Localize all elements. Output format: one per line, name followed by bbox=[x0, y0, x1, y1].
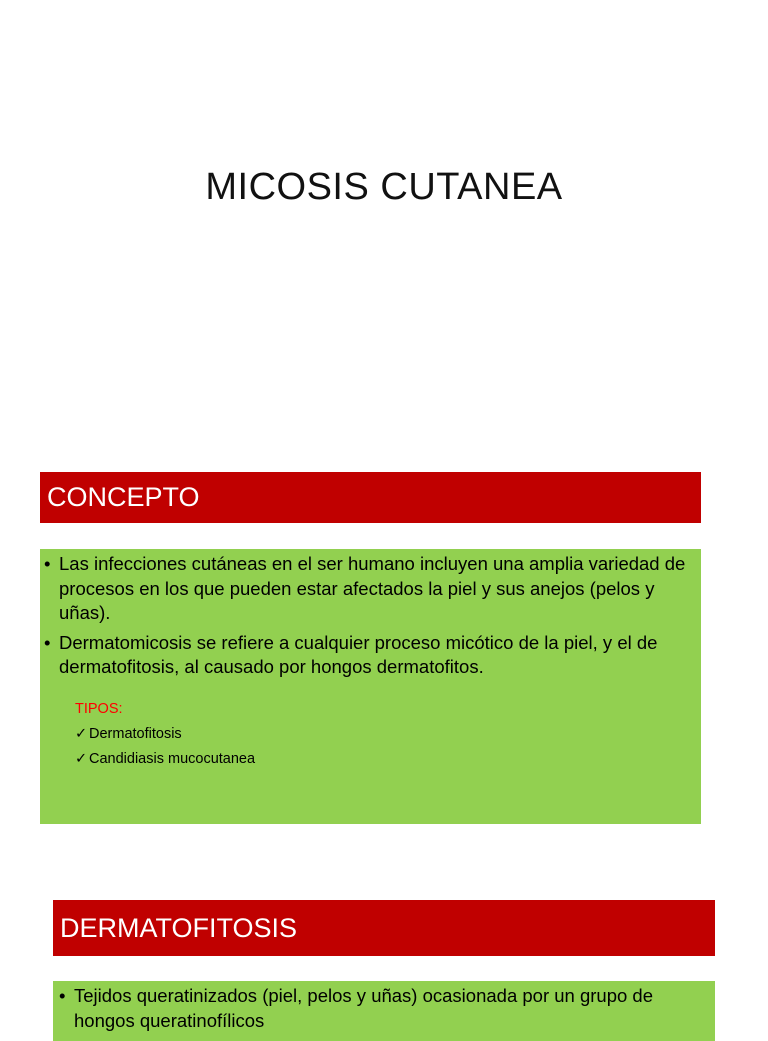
concepto-bullet-2-text: Dermatomicosis se refiere a cualquier proceso micótico de la piel, y el de dermatofitosis, al causado por hongos dermatofitos. bbox=[59, 631, 658, 677]
checkmark-icon: ✓ bbox=[75, 750, 88, 767]
concepto-bullet-1-text: Las infecciones cutáneas en el ser humano incluyen una amplia variedad de procesos en los que pueden estar afectados la piel y sus anejos (pelos y uñas). bbox=[59, 553, 686, 623]
tipos-item-label: Candidiasis mucocutanea bbox=[89, 750, 256, 767]
bullet-icon: • bbox=[44, 553, 51, 574]
dermatofitosis-bullet-1-text: Tejidos queratinizados (piel, pelos y uñas) ocasionada por un grupo de hongos queratinofílicos bbox=[74, 985, 654, 1031]
dermatofitosis-bullet-1 bbox=[59, 984, 709, 1033]
dermatofitosis-content-box bbox=[53, 981, 715, 1041]
dermatofitosis-header bbox=[53, 900, 715, 956]
bullet-icon: • bbox=[59, 985, 66, 1006]
tipos-item-label: Dermatofitosis bbox=[89, 725, 182, 742]
concepto-content-box bbox=[40, 549, 701, 824]
tipos-item-dermatofitosis bbox=[75, 722, 695, 747]
concepto-bullet-1 bbox=[44, 552, 695, 626]
tipos-item-candidiasis bbox=[75, 747, 695, 772]
concepto-header-label: CONCEPTO bbox=[47, 482, 200, 512]
tipos-label: TIPOS: bbox=[75, 700, 123, 717]
dermatofitosis-header-label: DERMATOFITOSIS bbox=[60, 912, 298, 943]
concepto-header bbox=[40, 472, 701, 523]
tipos-list bbox=[44, 697, 695, 772]
page-title: MICOSIS CUTANEA bbox=[205, 166, 563, 208]
concepto-bullet-2 bbox=[44, 631, 695, 680]
checkmark-icon: ✓ bbox=[75, 725, 88, 742]
bullet-icon: • bbox=[44, 631, 51, 653]
